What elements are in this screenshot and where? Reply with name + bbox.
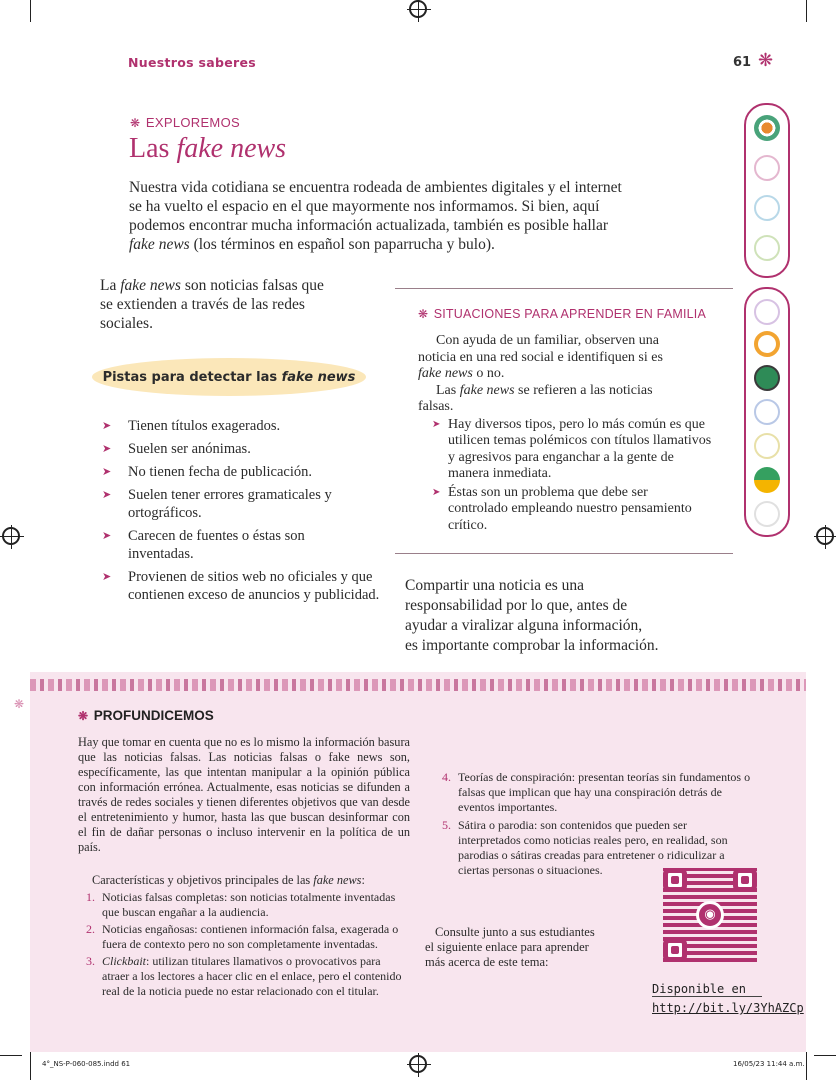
leaf-icon — [754, 433, 780, 459]
qr-code[interactable] — [663, 868, 757, 962]
deepen-item: 5. Sátira o parodia: son contenidos que pueden ser interpretados como noticias reales pero, en realidad, son parodias o sátiras creadas para entretener o ridiculizar a ciertas personas o situaciones. — [442, 818, 728, 877]
cross-icon — [754, 365, 780, 391]
crop-mark-bottom-right — [806, 1052, 807, 1080]
deepen-item: 2. Noticias engañosas: contienen información falsa, exagerada o fuera de contexto pero no son completamente inventadas. — [86, 922, 399, 951]
page-number: 61 — [733, 55, 752, 70]
section-label: Nuestros saberes — [128, 55, 256, 70]
footer-timestamp: 16/05/23 11:44 a.m. — [733, 1060, 805, 1068]
flower-ornament-icon: ❋ — [758, 50, 774, 71]
definition-text: La fake news son noticias falsas que se extienden a través de las redes sociales. — [100, 277, 324, 332]
footer-file-label: 4°_NS-P-060-085.indd 61 — [42, 1060, 131, 1068]
dna-icon — [754, 195, 780, 221]
small-flower-icon: ❋ — [14, 697, 25, 711]
clue-item: ➤ Suelen ser anónimas. — [100, 440, 400, 458]
closing-paragraph: Compartir una noticia es una responsabilidad por lo que, antes de ayudar a viralizar alguna información, es importante comprobar la información. — [405, 577, 659, 654]
registration-mark-top — [409, 0, 427, 18]
crop-mark-top-left — [30, 0, 31, 22]
page-title: Las fake news — [129, 133, 287, 164]
deepen-item: 3. Clickbait: utilizan titulares llamativos o provocativos para atraer a los lectores a hacer clic en el enlace, pero el contenido real de la noticia puede no estar relacionado con el titular. — [86, 954, 402, 998]
deepen-item: 4. Teorías de conspiración: presentan teorías sin fundamentos o falsas que implican que hay una conspiración detrás de eventos importantes. — [442, 770, 751, 814]
intro-paragraph: Nuestra vida cotidiana se encuentra rodeada de ambientes digitales y el internet se ha vuelto el espacio en el que mayormente nos informamos. Si bien, aquí podemos encontrar mucha información actualizada, también es posible hallar fake news (los términos en español son paparrucha y bulo). — [129, 179, 622, 253]
crop-mark-right-bottom-h — [814, 1055, 836, 1056]
family-box-text: Con ayuda de un familiar, observen una noticia en una red social e identifiquen si es fake news o no. Las fake news se refieren a las noticias falsas. ➤ Hay diversos tipos, pero lo más común es que utilicen temas polémicos con títulos llamativos y agresivos para enganchar a la gente de manera inmediata. ➤ Éstas son un problema que debe ser controlado empleando nuestro pensamiento crítico. — [418, 333, 723, 536]
competency-icon-capsule-top — [744, 103, 790, 278]
deepen-list-left — [78, 890, 410, 999]
registration-mark-right — [816, 527, 834, 545]
clues-heading-pill: Pistas para detectar las fake news — [92, 358, 366, 396]
plant-icon — [754, 235, 780, 261]
available-underline — [652, 996, 762, 997]
flower-icon: ❋ — [418, 307, 429, 321]
clue-item: ➤ No tienen fecha de publicación. — [100, 463, 400, 481]
consult-text: Consulte junto a sus estudiantes el siguiente enlace para aprender más acerca de este tema: — [425, 925, 595, 969]
family-box-bottom-rule — [395, 553, 733, 554]
qr-finder-top-right — [733, 868, 757, 892]
qr-finder-bottom-left — [663, 938, 687, 962]
clue-item: ➤ Suelen tener errores gramaticales y ortográficos. — [100, 486, 370, 522]
flower-icon: ❋ — [78, 709, 89, 723]
registration-mark-left — [2, 527, 20, 545]
circle-icon — [754, 501, 780, 527]
sun-flower-icon — [754, 115, 780, 141]
available-label: Disponible en — [652, 982, 746, 996]
diamond-icon — [754, 299, 780, 325]
crop-mark-left-bottom-h — [0, 1055, 22, 1056]
family-bullet: ➤ Éstas son un problema que debe ser controlado empleando nuestro pensamiento crítico. — [432, 485, 697, 535]
flower-icon: ❋ — [130, 116, 141, 130]
explore-kicker: ❋ EXPLOREMOS — [130, 115, 240, 130]
family-box-top-rule — [395, 288, 733, 289]
crop-mark-top-right — [806, 0, 807, 22]
deepen-subhead: Características y objetivos principales de las fake news: — [92, 873, 365, 887]
clues-list — [100, 417, 400, 609]
deepen-item: 1. Noticias falsas completas: son noticias totalmente inventadas que buscan engañar a la audiencia. — [86, 890, 396, 919]
registration-mark-bottom — [409, 1055, 427, 1073]
decorative-pattern-band — [30, 679, 806, 691]
clue-item: ➤ Carecen de fuentes o éstas son inventadas. — [100, 527, 350, 563]
deepen-paragraph: Hay que tomar en cuenta que no es lo mismo la información basura que las noticias falsas. Las noticias falsas o fake news son, específicamente, las que intentan manipular a la opinión pública con información errónea. Actualmente, esas noticias se difunden a través de redes sociales y tienen diferentes objetivos que van desde el entretenimiento y humor, hasta las que buscan desinformar con el fin de dañar personas o incluso intervenir en la política de un país. — [78, 735, 410, 854]
qr-finder-top-left — [663, 868, 687, 892]
family-box-heading: ❋ SITUACIONES PARA APRENDER EN FAMILIA — [418, 307, 706, 321]
clue-item: ➤ Tienen títulos exagerados. — [100, 417, 400, 435]
family-box-bullets — [418, 417, 723, 535]
deepen-list-right — [434, 770, 754, 878]
clue-item: ➤ Provienen de sitios web no oficiales y que contienen exceso de anuncios y publicidad. — [100, 568, 390, 604]
figure-icon — [754, 155, 780, 181]
chain-icon — [754, 399, 780, 425]
family-bullet: ➤ Hay diversos tipos, pero lo más común es que utilicen temas polémicos con títulos llamativos y agresivos para enganchar a la gente de manera inmediata. — [432, 417, 717, 483]
wifi-icon: ◉ — [696, 901, 724, 929]
spiral-icon — [754, 331, 780, 357]
resource-link[interactable]: http://bit.ly/3YhAZCp — [652, 1001, 804, 1015]
competency-icon-capsule-bottom — [744, 287, 790, 537]
deepen-heading: ❋ PROFUNDICEMOS — [78, 708, 214, 723]
crop-mark-bottom-left — [30, 1052, 31, 1080]
landscape-icon — [754, 467, 780, 493]
